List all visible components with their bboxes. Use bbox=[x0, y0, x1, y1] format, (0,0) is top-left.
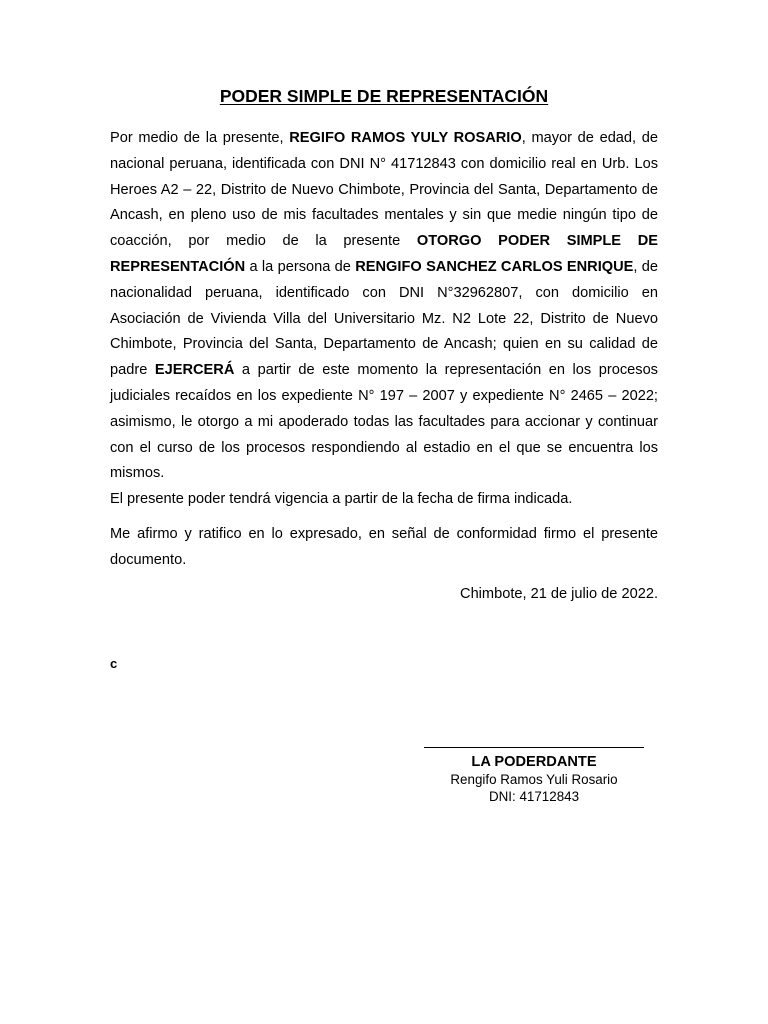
paragraph-text: a partir de este momento la representación en los procesos judiciales recaídos en los expediente N° 197 – 2007 y expediente N° 2465 – 2022; asimismo, le otorgo a mi apoderado todas las facultades para accionar y continuar con el curso de los procesos respondiendo al estadio en el que se encuentra los mismos. bbox=[110, 362, 658, 482]
signatory-name: Rengifo Ramos Yuli Rosario bbox=[450, 772, 618, 787]
paragraph-text: a la persona de bbox=[245, 258, 356, 275]
signature-role: LA PODERDANTE bbox=[471, 754, 597, 770]
paragraph-text: , de nacionalidad peruana, identificado con DNI N°32962807, con domicilio en Asociación de Vivienda Villa del Universitario Mz. N2 Lote 22, Distrito de Nuevo Chimbote, Provincia del Santa, Departamento de Ancash; quien en su calidad de padre bbox=[110, 258, 658, 379]
signature-line bbox=[424, 747, 644, 748]
representative-name: RENGIFO SANCHEZ CARLOS ENRIQUE bbox=[355, 258, 634, 275]
ratification-paragraph: Me afirmo y ratifico en lo expresado, en señal de conformidad firmo el presente documento. bbox=[110, 526, 658, 568]
exercise-keyword: EJERCERÁ bbox=[154, 362, 235, 379]
signatory-dni: DNI: 41712843 bbox=[488, 789, 580, 804]
signature-block bbox=[424, 753, 644, 805]
main-paragraph bbox=[110, 126, 658, 487]
validity-paragraph: El presente poder tendrá vigencia a partir de la fecha de firma indicada. bbox=[110, 491, 573, 507]
document-title: PODER SIMPLE DE REPRESENTACIÓN bbox=[219, 86, 549, 106]
stray-mark: c bbox=[110, 656, 118, 671]
grant-statement: OTORGO PODER SIMPLE DE REPRESENTACIÓN bbox=[110, 233, 658, 275]
place-date: Chimbote, 21 de julio de 2022. bbox=[460, 586, 658, 602]
grantor-name: REGIFO RAMOS YULY ROSARIO bbox=[289, 130, 522, 146]
paragraph-text: Por medio de la presente, bbox=[110, 130, 290, 146]
paragraph-text: , mayor de edad, de nacional peruana, identificada con DNI N° 41712843 con domicilio real en Urb. Los Heroes A2 – 22, Distrito de Nuevo Chimbote, Provincia del Santa, Departamento de Ancash, en pleno uso de mis facultades mentales y sin que medie ningún tipo de coacción, por medio de la presente bbox=[110, 130, 658, 250]
